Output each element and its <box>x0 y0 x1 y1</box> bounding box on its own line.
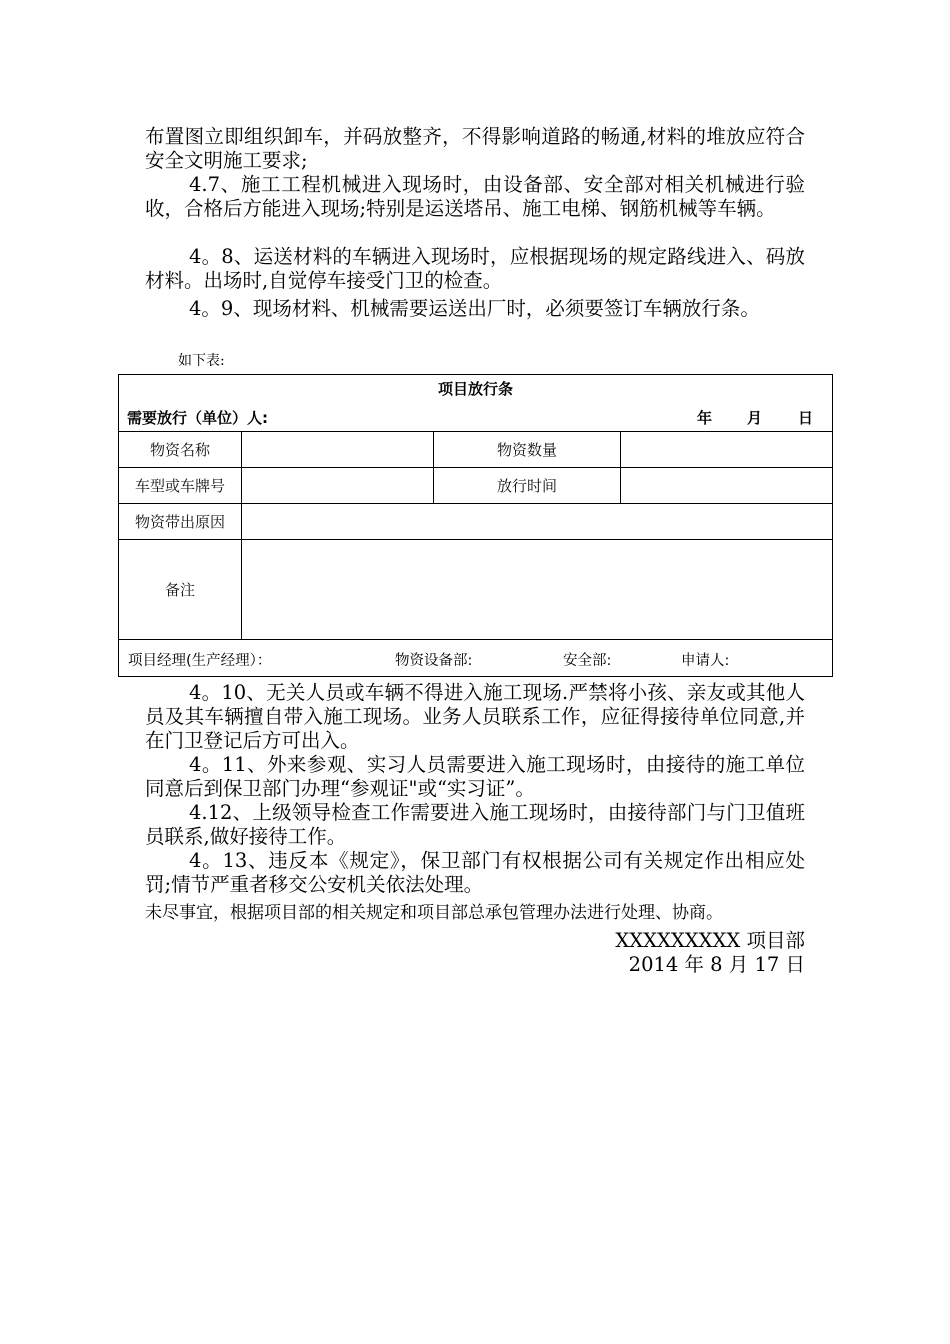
date-day-label: 日 <box>798 409 814 427</box>
release-time-label: 放行时间 <box>434 468 621 504</box>
paragraph-4-7: 4.7、施工工程机械进入现场时，由设备部、安全部对相关机械进行验收，合格后方能进入现场;特别是运送塔吊、施工电梯、钢筋机械等车辆。 <box>145 173 805 220</box>
reason-label: 物资带出原因 <box>119 504 242 540</box>
date-month-label: 月 <box>747 409 763 427</box>
paragraph-4-10: 4。10、无关人员或车辆不得进入施工现场.严禁将小孩、亲友或其他人员及其车辆擅自带入施工现场。业务人员联系工作，应征得接待单位同意,并在门卫登记后方可出入。 <box>145 681 805 752</box>
paragraph-4-11: 4。11、外来参观、实习人员需要进入施工现场时，由接待的施工单位同意后到保卫部门办理“参观证"或“实习证”。 <box>145 753 805 800</box>
material-name-label: 物资名称 <box>119 432 242 468</box>
release-form-table <box>118 374 833 677</box>
material-qty-label: 物资数量 <box>434 432 621 468</box>
paragraph-4-9: 4。9、现场材料、机械需要运送出厂时，必须要签订车辆放行条。 <box>189 297 760 320</box>
form-applicant-row <box>119 401 833 432</box>
signature-org: XXXXXXXXX 项目部 <box>615 929 805 952</box>
remark-label: 备注 <box>119 540 242 640</box>
form-title: 项目放行条 <box>119 375 833 402</box>
paragraph-4-8: 4。8、运送材料的车辆进入现场时，应根据现场的规定路线进入、码放材料。出场时,自觉停车接受门卫的检查。 <box>145 245 805 292</box>
closing-statement: 未尽事宜，根据项目部的相关规定和项目部总承包管理办法进行处理、协商。 <box>145 903 723 923</box>
applicant-label: 需要放行（单位）人: <box>127 409 268 427</box>
date-year-label: 年 <box>697 409 713 427</box>
table-intro: 如下表: <box>178 353 225 369</box>
sign-equip-label: 物资设备部: <box>395 653 473 669</box>
signature-date: 2014 年 8 月 17 日 <box>628 953 805 976</box>
paragraph-4-12: 4.12、上级领导检查工作需要进入施工现场时，由接待部门与门卫值班员联系,做好接待工作。 <box>145 801 805 848</box>
reason-cell[interactable] <box>242 504 833 540</box>
paragraph-4-13: 4。13、违反本《规定》，保卫部门有权根据公司有关规定作出相应处罚;情节严重者移交公安机关依法处理。 <box>145 849 805 896</box>
vehicle-label: 车型或车牌号 <box>119 468 242 504</box>
material-name-cell[interactable] <box>242 432 434 468</box>
sign-safety-label: 安全部: <box>563 653 612 669</box>
vehicle-cell[interactable] <box>242 468 434 504</box>
release-time-cell[interactable] <box>621 468 833 504</box>
sign-applicant-label: 申请人: <box>681 653 730 669</box>
form-signature-row <box>119 640 833 677</box>
material-qty-cell[interactable] <box>621 432 833 468</box>
paragraph-material-stacking: 布置图立即组织卸车，并码放整齐，不得影响道路的畅通,材料的堆放应符合安全文明施工要求; <box>145 125 805 172</box>
sign-pm-label: 项目经理(生产经理）： <box>128 653 272 669</box>
remark-cell[interactable] <box>242 540 833 640</box>
